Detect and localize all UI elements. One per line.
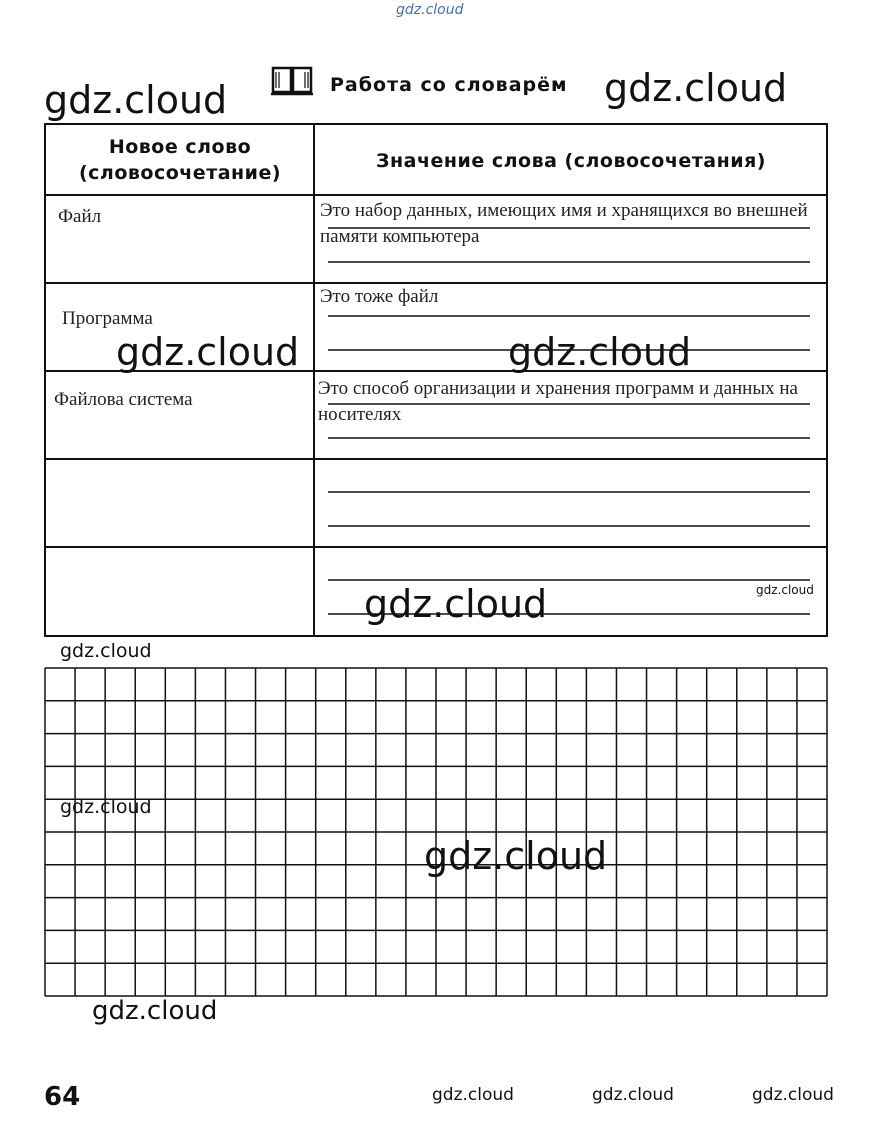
row-1-meaning: Это набор данных, имеющих имя и хранящихся во внешней памяти компьютера (320, 200, 808, 247)
row-3-meaning: Это способ организации и хранения программ и данных на носителях (318, 378, 798, 425)
watermark: gdz.cloud (424, 834, 608, 878)
row-2-word: Программа (62, 308, 153, 329)
watermark: gdz.cloud (756, 583, 814, 597)
watermark: gdz.cloud (44, 78, 228, 122)
header-new-word: Новое слово (словосочетание) (78, 136, 282, 184)
watermark: gdz.cloud (592, 1085, 674, 1105)
watermark: gdz.cloud (60, 796, 152, 818)
section-title: Работа со словарём (330, 74, 568, 96)
watermark: gdz.cloud (604, 66, 788, 110)
row-3-word: Файлова система (54, 389, 193, 410)
watermark: gdz.cloud (752, 1085, 834, 1105)
header-meaning: Значение слова (словосочетания) (376, 150, 766, 172)
row-2-meaning: Это тоже файл (320, 286, 439, 307)
watermark-top: gdz.cloud (396, 2, 464, 18)
row-1-word: Файл (58, 206, 102, 227)
watermark: gdz.cloud (432, 1085, 514, 1105)
watermark: gdz.cloud (508, 330, 692, 374)
page-number: 64 (44, 1082, 81, 1112)
watermark: gdz.cloud (92, 996, 218, 1026)
watermark: gdz.cloud (60, 640, 152, 662)
watermark: gdz.cloud (116, 330, 300, 374)
watermark: gdz.cloud (364, 582, 548, 626)
